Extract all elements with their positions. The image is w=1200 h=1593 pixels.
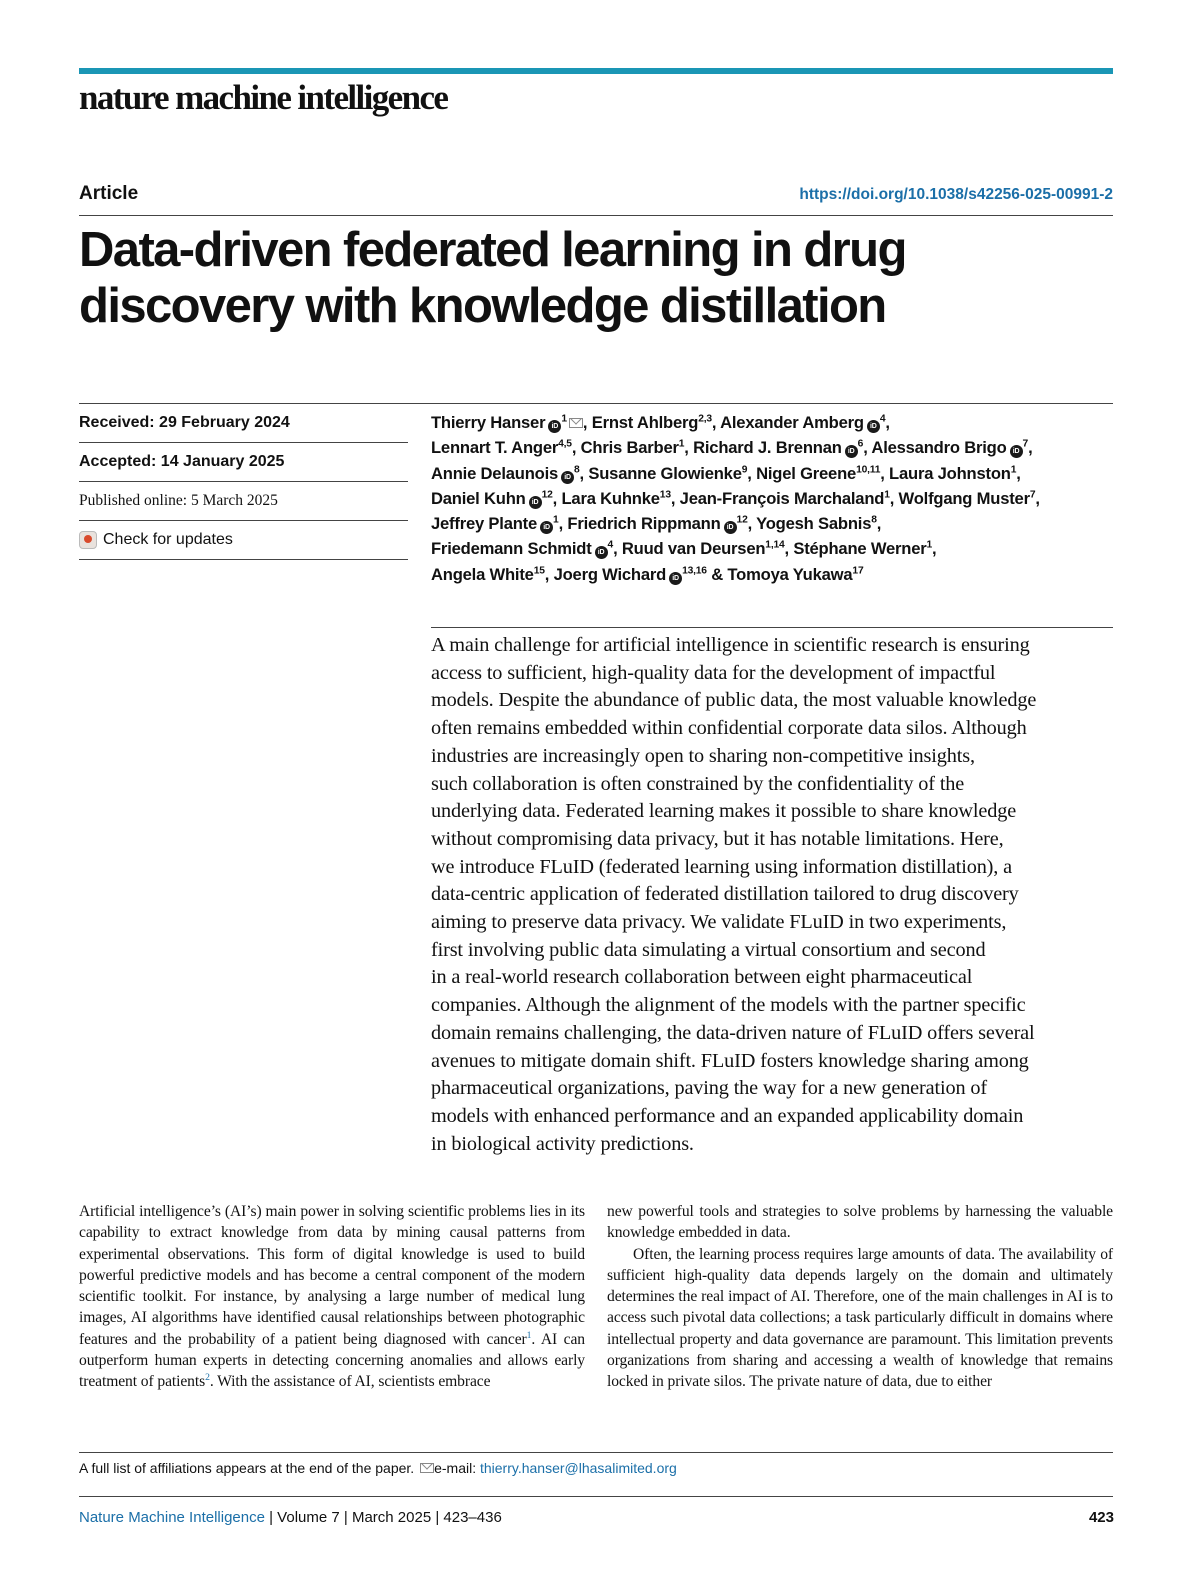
body-text: Artificial intelligence’s (AI’s) main power in solving scientific problems lies in its capability to extract knowledge from data by mining causal patterns from experimental observations. This form of digital knowledge is used to build powerful predictive models and has become a central component of the modern scientific toolkit. For instance, by analysing a large number of medical lung images, AI algorithms have identified causal relationships between photographic features and the probability of a patient being diagnosed with cancer xyxy=(79,1203,585,1348)
author-name[interactable]: , Lara Kuhnke xyxy=(552,488,660,508)
article-type: Article xyxy=(79,183,139,204)
received-date: Received: 29 February 2024 xyxy=(79,404,408,443)
affiliation-sup: 7 xyxy=(1022,438,1029,450)
article-dates xyxy=(79,404,408,560)
footer-journal-link[interactable]: Nature Machine Intelligence xyxy=(79,1509,265,1526)
author-name[interactable]: , Jean-François Marchaland xyxy=(670,488,885,508)
title-line: discovery with knowledge distillation xyxy=(79,279,886,333)
body-column-left xyxy=(79,1201,585,1393)
author-name[interactable]: , Alessandro Brigo xyxy=(863,438,1007,458)
reference-link[interactable]: 1 xyxy=(526,1329,532,1341)
body-column-right xyxy=(607,1201,1113,1393)
author-name[interactable]: , Susanne Glowienke xyxy=(579,463,742,483)
body-paragraph: new powerful tools and strategies to solve problems by harnessing the valuable knowledge embedded in data. xyxy=(607,1203,1113,1242)
affiliation-sup: 1,14 xyxy=(765,539,785,551)
author-name[interactable]: , Ruud van Deursen xyxy=(613,539,766,559)
title-line: Data-driven federated learning in drug xyxy=(79,223,906,277)
affiliation-sup: 4 xyxy=(607,539,614,551)
published-date: Published online: 5 March 2025 xyxy=(79,482,408,521)
body-text: . With the assistance of AI, scientists embrace xyxy=(209,1373,491,1391)
author-name[interactable]: , Friedrich Rippmann xyxy=(558,514,721,534)
abstract-line: without compromising data privacy, but it has notable limitations. Here, xyxy=(431,827,1004,850)
orcid-icon[interactable]: iD xyxy=(669,572,682,585)
abstract-line: avenues to mitigate domain shift. FLuID fosters knowledge sharing among xyxy=(431,1049,1029,1072)
affiliation-sup: 1 xyxy=(926,539,933,551)
abstract-line: industries are increasingly open to sharing non-competitive insights, xyxy=(431,744,975,767)
affiliation-sup: 17 xyxy=(852,565,864,577)
divider xyxy=(79,1496,1113,1497)
abstract-line: in biological activity predictions. xyxy=(431,1132,694,1155)
email-label: e-mail: xyxy=(434,1460,477,1476)
affiliation-sup: 4 xyxy=(879,413,886,425)
email-link[interactable]: thierry.hanser@lhasalimited.org xyxy=(479,1460,677,1476)
journal-logo[interactable]: nature machine intelligence xyxy=(79,78,448,117)
body-text: . AI can outperform human experts in detecting concerning anomalies and allows early treatment of patients xyxy=(79,1330,585,1391)
author-name[interactable]: , Yogesh Sabnis xyxy=(747,514,872,534)
orcid-icon[interactable]: iD xyxy=(1010,445,1023,458)
email-icon[interactable] xyxy=(569,418,583,428)
author-name[interactable]: Angela White xyxy=(431,564,534,584)
orcid-icon[interactable]: iD xyxy=(845,445,858,458)
author-name[interactable]: & Tomoya Yukawa xyxy=(706,564,853,584)
affiliations-footnote xyxy=(79,1460,677,1476)
orcid-icon[interactable]: iD xyxy=(529,496,542,509)
doi-link[interactable]: https://doi.org/10.1038/s42256-025-00991-2 xyxy=(799,186,1113,203)
abstract-line: companies. Although the alignment of the models with the partner specific xyxy=(431,994,1026,1017)
footer-details: | Volume 7 | March 2025 | 423–436 xyxy=(264,1509,502,1526)
email-icon xyxy=(420,1463,434,1473)
abstract xyxy=(431,632,1115,1158)
author-name[interactable]: Thierry Hanser xyxy=(431,413,546,432)
footer-citation xyxy=(79,1509,502,1526)
abstract-line: often remains embedded within confidential corporate data silos. Although xyxy=(431,717,1027,740)
author-name[interactable]: Lennart T. Anger xyxy=(431,438,559,458)
affiliation-sup: 6 xyxy=(857,438,864,450)
author-name[interactable]: Daniel Kuhn xyxy=(431,488,526,508)
author-name[interactable]: Friedemann Schmidt xyxy=(431,539,592,559)
affiliation-sup: 8 xyxy=(871,514,877,526)
abstract-line: aiming to preserve data privacy. We validate FLuID in two experiments, xyxy=(431,911,1007,934)
orcid-icon[interactable]: iD xyxy=(548,420,561,433)
body-paragraph: Often, the learning process requires large amounts of data. The availability of sufficient high-quality data depends largely on the domain and ultimately determines the real impact of AI. Therefore, one of the main challenges in AI is to access such pivotal data collections; a task particularly difficult in domains where intellectual property and data governance are paramount. This limitation prevents organizations from sharing and accessing a wealth of knowledge that remains locked in private silos. The private nature of data, due to either xyxy=(607,1245,1113,1391)
affiliation-sup: 12 xyxy=(736,514,748,526)
divider xyxy=(79,1452,1113,1453)
author-name[interactable]: , Richard J. Brennan xyxy=(684,438,842,458)
reference-link[interactable]: 2 xyxy=(205,1372,210,1384)
journal-top-bar xyxy=(79,68,1113,74)
abstract-line: in a real-world research collaboration between eight pharmaceutical xyxy=(431,966,973,989)
author-name[interactable]: , Stéphane Werner xyxy=(784,539,927,559)
affiliation-sup: 7 xyxy=(1029,489,1036,501)
affiliation-sup: 15 xyxy=(533,565,545,577)
author-name[interactable]: , Wolfgang Muster xyxy=(889,488,1030,508)
orcid-icon[interactable]: iD xyxy=(595,546,608,559)
author-name[interactable]: , Laura Johnston xyxy=(880,463,1011,483)
page-number: 423 xyxy=(1088,1509,1114,1526)
abstract-line: domain remains challenging, the data-driven nature of FLuID offers several xyxy=(431,1021,1035,1044)
author-name[interactable]: , Alexander Amberg xyxy=(711,413,864,432)
footnote-text: A full list of affiliations appears at the end of the paper. xyxy=(79,1460,415,1476)
crossmark-icon xyxy=(79,531,97,549)
affiliation-sup: 1 xyxy=(884,489,890,501)
abstract-line: first involving public data simulating a virtual consortium and second xyxy=(431,938,986,961)
affiliation-sup: 8 xyxy=(574,464,580,476)
author-separator: , xyxy=(1035,488,1040,508)
affiliation-sup: 13,16 xyxy=(682,565,707,577)
author-list xyxy=(431,410,1121,587)
abstract-line: models. Despite the abundance of public data, the most valuable knowledge xyxy=(431,689,1037,712)
body-paragraph xyxy=(79,1201,585,1393)
orcid-icon[interactable]: iD xyxy=(561,471,574,484)
author-name[interactable]: , Joerg Wichard xyxy=(544,564,667,584)
abstract-line: underlying data. Federated learning makes it possible to share knowledge xyxy=(431,800,1017,823)
author-name[interactable]: , Chris Barber xyxy=(571,438,679,458)
affiliation-sup: 1 xyxy=(678,438,685,450)
author-name[interactable]: , Nigel Greene xyxy=(747,463,857,483)
author-name[interactable]: , Ernst Ahlberg xyxy=(582,413,699,432)
author-separator: , xyxy=(1028,438,1033,458)
author-separator: , xyxy=(932,539,937,559)
affiliation-sup: 9 xyxy=(741,464,748,476)
affiliation-sup: 12 xyxy=(541,489,553,501)
affiliation-sup: 13 xyxy=(659,489,671,501)
author-separator: , xyxy=(1016,463,1021,483)
abstract-line: such collaboration is often constrained by the confidentiality of the xyxy=(431,772,965,795)
orcid-icon[interactable]: iD xyxy=(724,521,737,534)
accepted-date: Accepted: 14 January 2025 xyxy=(79,443,408,482)
orcid-icon[interactable]: iD xyxy=(540,521,553,534)
article-title xyxy=(79,222,1119,334)
abstract-line: access to sufficient, high-quality data for the development of impactful xyxy=(431,661,996,684)
author-name[interactable]: Jeffrey Plante xyxy=(431,514,538,534)
abstract-line: data-centric application of federated distillation tailored to drug discovery xyxy=(431,883,1019,906)
affiliation-sup: 1 xyxy=(553,514,559,526)
affiliation-sup: 1 xyxy=(1010,464,1017,476)
abstract-line: pharmaceutical organizations, paving the way for a new generation of xyxy=(431,1077,987,1100)
author-separator: , xyxy=(885,413,890,432)
divider xyxy=(79,215,1113,216)
abstract-line: we introduce FLuID (federated learning using information distillation), a xyxy=(431,855,1012,878)
affiliation-sup: 1 xyxy=(561,413,567,425)
orcid-icon[interactable]: iD xyxy=(867,420,880,433)
affiliation-sup: 10,11 xyxy=(856,464,881,476)
check-updates-label: Check for updates xyxy=(103,531,233,548)
abstract-line: models with enhanced performance and an expanded applicability domain xyxy=(431,1104,1024,1127)
author-separator: , xyxy=(876,514,882,534)
check-updates-link[interactable] xyxy=(79,521,408,560)
abstract-line: A main challenge for artificial intelligence in scientific research is ensuring xyxy=(431,634,1030,656)
divider xyxy=(431,627,1113,628)
author-name[interactable]: Annie Delaunois xyxy=(431,463,559,483)
affiliation-sup: 2,3 xyxy=(698,413,712,425)
affiliation-sup: 4,5 xyxy=(558,438,572,450)
